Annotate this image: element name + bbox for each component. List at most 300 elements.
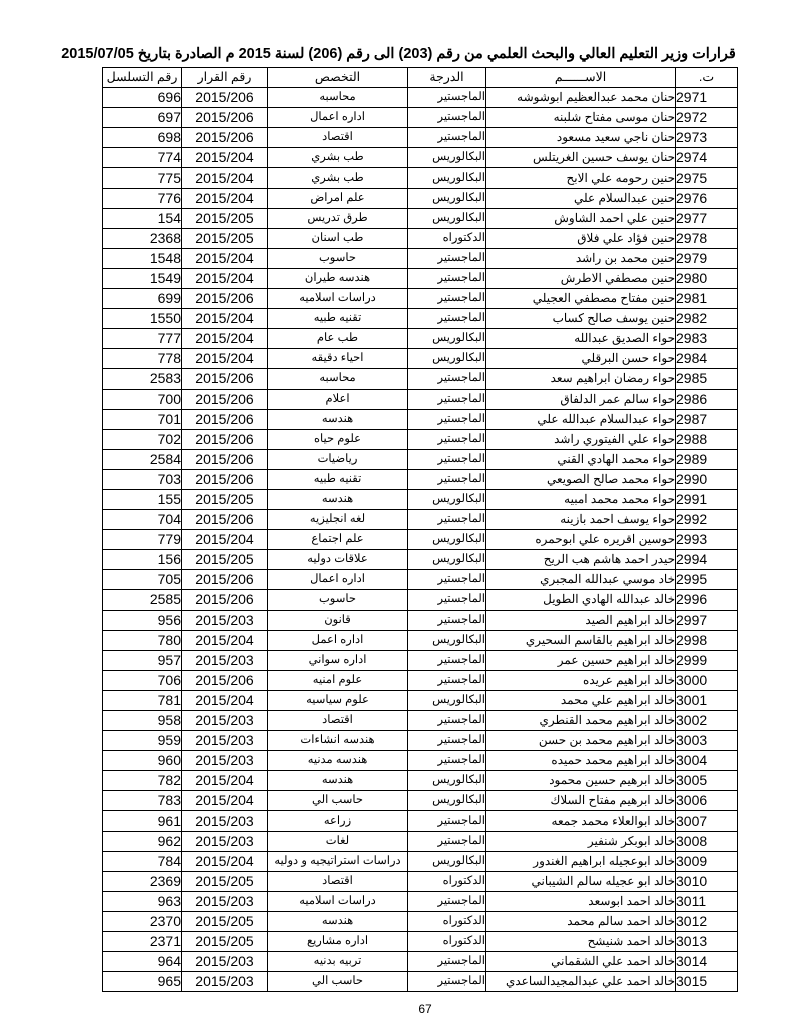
cell-t: 3012 [676, 911, 738, 931]
cell-decision-number: 2015/206 [182, 289, 268, 309]
cell-name: خالد ابراهيم بالقاسم السحيري [486, 630, 676, 650]
cell-t: 2971 [676, 88, 738, 108]
cell-name: حنين مصطفي الاطرش [486, 268, 676, 288]
table-row [103, 449, 738, 469]
cell-t: 3008 [676, 831, 738, 851]
cell-specialization: حاسب الي [268, 972, 408, 992]
cell-decision-number: 2015/204 [182, 329, 268, 349]
cell-t: 3003 [676, 731, 738, 751]
cell-specialization: اداره سواني [268, 650, 408, 670]
cell-specialization: اقتصاد [268, 128, 408, 148]
cell-decision-number: 2015/206 [182, 128, 268, 148]
cell-name: خالد ابوبكر شنفير [486, 831, 676, 851]
cell-decision-number: 2015/205 [182, 228, 268, 248]
cell-specialization: قانون [268, 610, 408, 630]
cell-t: 2975 [676, 168, 738, 188]
cell-serial-number: 783 [103, 791, 182, 811]
table-row [103, 630, 738, 650]
cell-name: خالد ابراهيم عريده [486, 670, 676, 690]
cell-name: خالد ابراهيم علي محمد [486, 690, 676, 710]
cell-decision-number: 2015/206 [182, 108, 268, 128]
cell-serial-number: 700 [103, 389, 182, 409]
header-name: الاســــــم [486, 68, 676, 88]
cell-t: 2978 [676, 228, 738, 248]
table-row [103, 208, 738, 228]
cell-specialization: دراسات اسلاميه [268, 289, 408, 309]
cell-t: 2994 [676, 550, 738, 570]
cell-serial-number: 2369 [103, 871, 182, 891]
cell-specialization: علوم حياه [268, 429, 408, 449]
cell-name: حواء محمد صالح الصويعي [486, 469, 676, 489]
cell-specialization: هندسه [268, 489, 408, 509]
cell-name: حنان موسى مفتاح شلبنه [486, 108, 676, 128]
cell-serial-number: 2368 [103, 228, 182, 248]
cell-decision-number: 2015/206 [182, 88, 268, 108]
cell-decision-number: 2015/203 [182, 610, 268, 630]
cell-name: خالد ابرهيم مفتاح السلاك [486, 791, 676, 811]
cell-degree: الماجستير [408, 369, 486, 389]
cell-decision-number: 2015/205 [182, 489, 268, 509]
cell-specialization: هندسه [268, 911, 408, 931]
cell-t: 2992 [676, 510, 738, 530]
cell-name: حنان ناجي سعيد مسعود [486, 128, 676, 148]
cell-serial-number: 155 [103, 489, 182, 509]
table-row [103, 791, 738, 811]
cell-serial-number: 776 [103, 188, 182, 208]
cell-decision-number: 2015/203 [182, 731, 268, 751]
cell-serial-number: 779 [103, 530, 182, 550]
cell-degree: البكالوريس [408, 791, 486, 811]
cell-name: حواء حسن البرقلي [486, 349, 676, 369]
cell-serial-number: 2370 [103, 911, 182, 931]
cell-t: 2998 [676, 630, 738, 650]
cell-specialization: تقنيه طبيه [268, 309, 408, 329]
table-row [103, 911, 738, 931]
cell-specialization: تربيه بدنيه [268, 952, 408, 972]
cell-specialization: حاسوب [268, 590, 408, 610]
table-row [103, 369, 738, 389]
cell-name: حواء محمد الهادي القني [486, 449, 676, 469]
cell-specialization: حاسب الي [268, 791, 408, 811]
cell-serial-number: 154 [103, 208, 182, 228]
cell-t: 3005 [676, 771, 738, 791]
table-row [103, 530, 738, 550]
cell-name: حنين يوسف صالح كساب [486, 309, 676, 329]
cell-serial-number: 775 [103, 168, 182, 188]
cell-specialization: لغه انجليزيه [268, 510, 408, 530]
cell-serial-number: 965 [103, 972, 182, 992]
table-row [103, 610, 738, 630]
table-row [103, 289, 738, 309]
cell-specialization: اقتصاد [268, 871, 408, 891]
cell-t: 2977 [676, 208, 738, 228]
table-row [103, 952, 738, 972]
cell-name: حواء الصديق عبدالله [486, 329, 676, 349]
cell-degree: البكالوريس [408, 188, 486, 208]
cell-serial-number: 959 [103, 731, 182, 751]
cell-specialization: محاسبه [268, 369, 408, 389]
cell-degree: الماجستير [408, 891, 486, 911]
cell-decision-number: 2015/203 [182, 952, 268, 972]
cell-decision-number: 2015/205 [182, 932, 268, 952]
table-row [103, 932, 738, 952]
cell-specialization: دراسات استراتيجيه و دوليه [268, 851, 408, 871]
table-row [103, 268, 738, 288]
table-row [103, 469, 738, 489]
cell-decision-number: 2015/206 [182, 590, 268, 610]
table-row [103, 248, 738, 268]
cell-specialization: دراسات اسلاميه [268, 891, 408, 911]
table-row [103, 309, 738, 329]
cell-decision-number: 2015/206 [182, 409, 268, 429]
table-row [103, 751, 738, 771]
cell-t: 3010 [676, 871, 738, 891]
table-row [103, 711, 738, 731]
cell-degree: البكالوريس [408, 771, 486, 791]
cell-name: خالد ابو عجيله سالم الشيباني [486, 871, 676, 891]
cell-decision-number: 2015/204 [182, 771, 268, 791]
table-row [103, 329, 738, 349]
cell-decision-number: 2015/206 [182, 570, 268, 590]
cell-t: 2999 [676, 650, 738, 670]
cell-specialization: اداره اعمل [268, 630, 408, 650]
cell-decision-number: 2015/206 [182, 510, 268, 530]
table-row [103, 188, 738, 208]
table-row [103, 871, 738, 891]
cell-t: 3004 [676, 751, 738, 771]
cell-t: 2990 [676, 469, 738, 489]
cell-decision-number: 2015/206 [182, 369, 268, 389]
cell-name: حوسين اقريره علي ابوحمره [486, 530, 676, 550]
cell-serial-number: 964 [103, 952, 182, 972]
cell-serial-number: 2371 [103, 932, 182, 952]
cell-specialization: علاقات دوليه [268, 550, 408, 570]
cell-serial-number: 780 [103, 630, 182, 650]
table-row [103, 771, 738, 791]
cell-degree: الماجستير [408, 128, 486, 148]
cell-specialization: علوم امنيه [268, 670, 408, 690]
cell-decision-number: 2015/205 [182, 911, 268, 931]
cell-name: حنان محمد عبدالعظيم ابوشوشه [486, 88, 676, 108]
cell-name: حواء يوسف احمد بازينه [486, 510, 676, 530]
cell-name: حيدر احمد هاشم هب الريح [486, 550, 676, 570]
cell-decision-number: 2015/204 [182, 791, 268, 811]
cell-serial-number: 961 [103, 811, 182, 831]
cell-name: حنان يوسف حسين الغريتلس [486, 148, 676, 168]
table-row [103, 88, 738, 108]
cell-name: حنين فؤاد علي فلاق [486, 228, 676, 248]
cell-decision-number: 2015/204 [182, 851, 268, 871]
cell-t: 2982 [676, 309, 738, 329]
cell-name: حنين مفتاح مصطفي العجيلي [486, 289, 676, 309]
cell-serial-number: 699 [103, 289, 182, 309]
cell-serial-number: 156 [103, 550, 182, 570]
cell-name: خالد احمد شنيشح [486, 932, 676, 952]
cell-degree: البكالوريس [408, 530, 486, 550]
cell-degree: البكالوريس [408, 690, 486, 710]
cell-specialization: طب اسنان [268, 228, 408, 248]
cell-serial-number: 960 [103, 751, 182, 771]
cell-t: 2986 [676, 389, 738, 409]
cell-serial-number: 784 [103, 851, 182, 871]
cell-degree: الماجستير [408, 570, 486, 590]
cell-t: 2993 [676, 530, 738, 550]
cell-degree: الماجستير [408, 952, 486, 972]
cell-specialization: هندسه طيران [268, 268, 408, 288]
cell-serial-number: 774 [103, 148, 182, 168]
cell-t: 2996 [676, 590, 738, 610]
cell-t: 2979 [676, 248, 738, 268]
cell-decision-number: 2015/206 [182, 389, 268, 409]
cell-name: خالد احمد علي عبدالمجيدالساعدي [486, 972, 676, 992]
cell-t: 2984 [676, 349, 738, 369]
cell-decision-number: 2015/206 [182, 449, 268, 469]
cell-degree: الماجستير [408, 268, 486, 288]
cell-t: 2997 [676, 610, 738, 630]
cell-specialization: تقنيه طبيه [268, 469, 408, 489]
cell-decision-number: 2015/204 [182, 268, 268, 288]
cell-decision-number: 2015/204 [182, 690, 268, 710]
cell-degree: الماجستير [408, 389, 486, 409]
cell-t: 2987 [676, 409, 738, 429]
cell-degree: الماجستير [408, 731, 486, 751]
cell-decision-number: 2015/206 [182, 469, 268, 489]
cell-name: حواء رمضان ابراهيم سعد [486, 369, 676, 389]
cell-t: 3011 [676, 891, 738, 911]
table-header-row [103, 68, 738, 88]
table-row [103, 570, 738, 590]
cell-serial-number: 704 [103, 510, 182, 530]
cell-serial-number: 781 [103, 690, 182, 710]
cell-t: 3014 [676, 952, 738, 972]
cell-decision-number: 2015/204 [182, 530, 268, 550]
cell-t: 2983 [676, 329, 738, 349]
cell-name: حواء سالم عمر الدلفاق [486, 389, 676, 409]
page-number: 67 [418, 1002, 432, 1016]
cell-decision-number: 2015/206 [182, 670, 268, 690]
cell-decision-number: 2015/203 [182, 972, 268, 992]
cell-specialization: طب بشري [268, 148, 408, 168]
cell-specialization: اداره مشاريع [268, 932, 408, 952]
cell-serial-number: 1549 [103, 268, 182, 288]
cell-specialization: هندسه [268, 409, 408, 429]
cell-t: 2989 [676, 449, 738, 469]
cell-degree: البكالوريس [408, 208, 486, 228]
cell-t: 2976 [676, 188, 738, 208]
cell-degree: الدكتوراه [408, 871, 486, 891]
cell-serial-number: 701 [103, 409, 182, 429]
cell-serial-number: 957 [103, 650, 182, 670]
cell-decision-number: 2015/204 [182, 248, 268, 268]
cell-name: خالد ابوالعلاء محمد جمعه [486, 811, 676, 831]
cell-degree: البكالوريس [408, 168, 486, 188]
cell-name: خالد ابراهيم الصيد [486, 610, 676, 630]
cell-specialization: رياضيات [268, 449, 408, 469]
cell-decision-number: 2015/203 [182, 650, 268, 670]
cell-t: 2991 [676, 489, 738, 509]
cell-specialization: علم اجتماع [268, 530, 408, 550]
cell-decision-number: 2015/204 [182, 630, 268, 650]
cell-t: 2974 [676, 148, 738, 168]
cell-decision-number: 2015/204 [182, 309, 268, 329]
cell-degree: الماجستير [408, 670, 486, 690]
cell-specialization: احياء دقيقه [268, 349, 408, 369]
cell-decision-number: 2015/204 [182, 349, 268, 369]
header-degree: الدرجة [408, 68, 486, 88]
cell-specialization: اعلام [268, 389, 408, 409]
cell-decision-number: 2015/205 [182, 550, 268, 570]
cell-t: 3006 [676, 791, 738, 811]
cell-name: حواء عبدالسلام عبدالله علي [486, 409, 676, 429]
cell-name: خالد ابراهيم حسين عمر [486, 650, 676, 670]
cell-t: 2972 [676, 108, 738, 128]
table-row [103, 148, 738, 168]
cell-serial-number: 2583 [103, 369, 182, 389]
table-row [103, 590, 738, 610]
cell-decision-number: 2015/203 [182, 831, 268, 851]
table-row [103, 891, 738, 911]
decisions-table [102, 67, 738, 992]
table-row [103, 349, 738, 369]
cell-specialization: حاسوب [268, 248, 408, 268]
cell-t: 3015 [676, 972, 738, 992]
cell-decision-number: 2015/204 [182, 168, 268, 188]
cell-t: 3001 [676, 690, 738, 710]
cell-specialization: زراعه [268, 811, 408, 831]
cell-serial-number: 963 [103, 891, 182, 911]
table-row [103, 831, 738, 851]
cell-degree: البكالوريس [408, 630, 486, 650]
cell-t: 2973 [676, 128, 738, 148]
table-row [103, 168, 738, 188]
cell-specialization: هندسه مدنيه [268, 751, 408, 771]
cell-name: خالد احمد ابوسعد [486, 891, 676, 911]
cell-t: 2988 [676, 429, 738, 449]
cell-serial-number: 1550 [103, 309, 182, 329]
cell-serial-number: 962 [103, 831, 182, 851]
cell-serial-number: 706 [103, 670, 182, 690]
cell-degree: الماجستير [408, 449, 486, 469]
cell-decision-number: 2015/203 [182, 711, 268, 731]
cell-decision-number: 2015/203 [182, 891, 268, 911]
cell-degree: البكالوريس [408, 148, 486, 168]
cell-degree: الماجستير [408, 289, 486, 309]
header-decision-number: رقم القرار [182, 68, 268, 88]
cell-specialization: طرق تدريس [268, 208, 408, 228]
page-title: قرارات وزير التعليم العالي والبحث العلمي من رقم (203) الى رقم (206) لسنة 2015 م الصادرة بتاريخ 2015/07/05 [61, 46, 736, 62]
cell-degree: البكالوريس [408, 329, 486, 349]
cell-name: حنين محمد بن راشد [486, 248, 676, 268]
table-row [103, 429, 738, 449]
header-specialization: التخصص [268, 68, 408, 88]
table-row [103, 550, 738, 570]
cell-degree: الدكتوراه [408, 228, 486, 248]
cell-serial-number: 698 [103, 128, 182, 148]
cell-serial-number: 2585 [103, 590, 182, 610]
cell-specialization: هندسه انشاءات [268, 731, 408, 751]
table-row [103, 409, 738, 429]
cell-decision-number: 2015/205 [182, 208, 268, 228]
cell-specialization: هندسه [268, 771, 408, 791]
cell-decision-number: 2015/204 [182, 188, 268, 208]
cell-specialization: اقتصاد [268, 711, 408, 731]
table-row [103, 128, 738, 148]
cell-degree: البكالوريس [408, 489, 486, 509]
table-row [103, 851, 738, 871]
cell-degree: الماجستير [408, 972, 486, 992]
header-t: ت. [676, 68, 738, 88]
cell-name: حنين علي احمد الشاوش [486, 208, 676, 228]
cell-name: حواء محمد محمد امبيه [486, 489, 676, 509]
table-row [103, 489, 738, 509]
cell-serial-number: 1548 [103, 248, 182, 268]
cell-t: 3000 [676, 670, 738, 690]
cell-degree: الماجستير [408, 309, 486, 329]
cell-specialization: اداره اعمال [268, 570, 408, 590]
cell-specialization: محاسبه [268, 88, 408, 108]
cell-serial-number: 697 [103, 108, 182, 128]
cell-t: 2981 [676, 289, 738, 309]
table-row [103, 670, 738, 690]
cell-specialization: طب بشري [268, 168, 408, 188]
cell-degree: الدكتوراه [408, 911, 486, 931]
cell-degree: الماجستير [408, 469, 486, 489]
cell-name: خالد احمد علي الشقماني [486, 952, 676, 972]
cell-name: خالد ابراهيم محمد حميده [486, 751, 676, 771]
table-row [103, 811, 738, 831]
cell-specialization: طب عام [268, 329, 408, 349]
table-row [103, 650, 738, 670]
table-row [103, 690, 738, 710]
cell-name: خالد ابراهيم محمد القنطري [486, 711, 676, 731]
cell-serial-number: 778 [103, 349, 182, 369]
cell-specialization: علم امراض [268, 188, 408, 208]
cell-degree: الماجستير [408, 429, 486, 449]
cell-degree: الماجستير [408, 248, 486, 268]
cell-decision-number: 2015/205 [182, 871, 268, 891]
cell-degree: الماجستير [408, 610, 486, 630]
cell-serial-number: 702 [103, 429, 182, 449]
cell-degree: البكالوريس [408, 851, 486, 871]
cell-degree: الماجستير [408, 88, 486, 108]
table-row [103, 228, 738, 248]
table-row [103, 731, 738, 751]
cell-t: 2985 [676, 369, 738, 389]
cell-degree: الماجستير [408, 590, 486, 610]
cell-name: حنين عبدالسلام علي [486, 188, 676, 208]
cell-degree: البكالوريس [408, 349, 486, 369]
cell-name: خالد ابرهيم حسين محمود [486, 771, 676, 791]
cell-specialization: اداره اعمال [268, 108, 408, 128]
table-row [103, 389, 738, 409]
cell-decision-number: 2015/204 [182, 148, 268, 168]
cell-name: خاد موسي عبدالله المجبري [486, 570, 676, 590]
cell-t: 3009 [676, 851, 738, 871]
cell-specialization: لغات [268, 831, 408, 851]
cell-name: حواء علي الفيتوري راشد [486, 429, 676, 449]
header-serial-number: رقم التسلسل [103, 68, 182, 88]
cell-degree: الماجستير [408, 409, 486, 429]
cell-t: 3007 [676, 811, 738, 831]
cell-decision-number: 2015/206 [182, 429, 268, 449]
cell-degree: الماجستير [408, 751, 486, 771]
cell-decision-number: 2015/203 [182, 751, 268, 771]
cell-serial-number: 956 [103, 610, 182, 630]
cell-degree: الماجستير [408, 108, 486, 128]
cell-specialization: علوم سياسيه [268, 690, 408, 710]
table-row [103, 108, 738, 128]
table-row [103, 510, 738, 530]
